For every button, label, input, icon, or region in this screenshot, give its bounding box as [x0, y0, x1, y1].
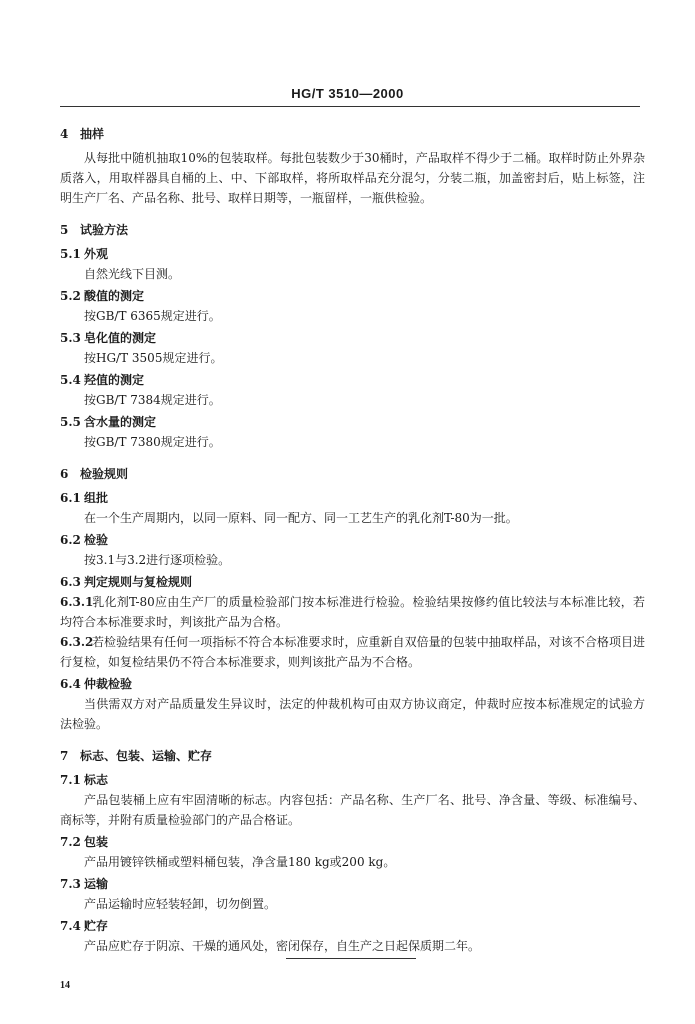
section-title: 检验规则 — [80, 467, 129, 481]
clause-7-1-heading — [60, 770, 645, 790]
clause-7-4-heading — [60, 916, 645, 936]
section-4-heading — [60, 124, 645, 144]
clause-number: 7.2 — [60, 835, 81, 849]
clause-title: 仲裁检验 — [84, 677, 133, 691]
clause-title: 贮存 — [84, 919, 109, 933]
clause-number: 6.3 — [60, 575, 81, 589]
clause-6-3-1 — [60, 592, 645, 632]
clause-text: 乳化剂T-80应由生产厂的质量检验部门按本标准进行检验。检验结果按修约值比较法与本标准比较，若均符合本标准要求时，判该批产品为合格。 — [60, 595, 645, 629]
clause-6-4-text: 当供需双方对产品质量发生异议时，法定的仲裁机构可由双方协议商定，仲裁时应按本标准规定的试验方法检验。 — [60, 697, 645, 731]
clause-6-1-text: 在一个生产周期内，以同一原料、同一配方、同一工艺生产的乳化剂T-80为一批。 — [84, 511, 518, 525]
clause-number: 7.3 — [60, 877, 81, 891]
clause-7-2-text: 产品用镀锌铁桶或塑料桶包装，净含量180 kg或200 kg。 — [84, 855, 396, 869]
clause-number: 5.4 — [60, 373, 81, 387]
clause-title: 酸值的测定 — [84, 289, 145, 303]
clause-number: 5.2 — [60, 289, 81, 303]
clause-7-1-text: 产品包装桶上应有牢固清晰的标志。内容包括：产品名称、生产厂名、批号、净含量、等级、标准编号、商标等，并附有质量检验部门的产品合格证。 — [60, 793, 645, 827]
clause-5-3-heading — [60, 328, 645, 348]
clause-number: 6.4 — [60, 677, 81, 691]
clause-number: 5.1 — [60, 247, 81, 261]
clause-7-4-text: 产品应贮存于阴凉、干燥的通风处，密闭保存，自生产之日起保质期二年。 — [84, 939, 481, 953]
clause-5-3-text: 按HG/T 3505规定进行。 — [84, 351, 223, 365]
clause-5-1-heading — [60, 244, 645, 264]
clause-6-3-heading — [60, 572, 645, 592]
clause-title: 检验 — [84, 533, 109, 547]
section-title: 标志、包装、运输、贮存 — [80, 749, 213, 763]
clause-number: 7.1 — [60, 773, 81, 787]
clause-title: 皂化值的测定 — [84, 331, 157, 345]
clause-title: 组批 — [84, 491, 109, 505]
section-title: 抽样 — [80, 127, 105, 141]
clause-6-4-heading — [60, 674, 645, 694]
clause-title: 标志 — [84, 773, 109, 787]
clause-title: 判定规则与复检规则 — [84, 575, 193, 589]
clause-6-2-text: 按3.1与3.2进行逐项检验。 — [84, 553, 231, 567]
clause-number: 5.3 — [60, 331, 81, 345]
clause-5-4-heading — [60, 370, 645, 390]
clause-number: 6.3.2 — [60, 635, 94, 649]
clause-title: 外观 — [84, 247, 109, 261]
clause-number: 6.1 — [60, 491, 81, 505]
section-number: 4 — [60, 127, 69, 141]
section-5-heading — [60, 220, 645, 240]
section-7-heading — [60, 746, 645, 766]
clause-5-2-heading — [60, 286, 645, 306]
clause-5-1-text: 自然光线下目测。 — [84, 267, 181, 281]
clause-number: 7.4 — [60, 919, 81, 933]
clause-5-5-heading — [60, 412, 645, 432]
end-rule — [286, 958, 416, 959]
clause-6-1-heading — [60, 488, 645, 508]
document-body — [60, 124, 645, 956]
clause-title: 包装 — [84, 835, 109, 849]
page-number: 14 — [60, 980, 70, 991]
clause-title: 运输 — [84, 877, 109, 891]
section-number: 7 — [60, 749, 69, 763]
clause-7-2-heading — [60, 832, 645, 852]
clause-5-2-text: 按GB/T 6365规定进行。 — [84, 309, 221, 323]
section-number: 6 — [60, 467, 69, 481]
header-rule — [60, 106, 640, 107]
section-number: 5 — [60, 223, 69, 237]
clause-5-4-text: 按GB/T 7384规定进行。 — [84, 393, 221, 407]
standard-code: HG/T 3510—2000 — [291, 86, 404, 101]
clause-5-5-text: 按GB/T 7380规定进行。 — [84, 435, 221, 449]
clause-title: 含水量的测定 — [84, 415, 157, 429]
section-4-text: 从每批中随机抽取10%的包装取样。每批包装数少于30桶时，产品取样不得少于二桶。取样时防止外界杂质落入，用取样器具自桶的上、中、下部取样，将所取样品充分混匀，分装二瓶，加盖密封后，贴上标签，注明生产厂名、产品名称、批号、取样日期等，一瓶留样，一瓶供检验。 — [60, 151, 645, 205]
clause-6-3-2 — [60, 632, 645, 672]
section-title: 试验方法 — [80, 223, 129, 237]
clause-title: 羟值的测定 — [84, 373, 145, 387]
section-6-heading — [60, 464, 645, 484]
clause-number: 6.2 — [60, 533, 81, 547]
clause-7-3-text: 产品运输时应轻装轻卸，切勿倒置。 — [84, 897, 277, 911]
clause-text: 若检验结果有任何一项指标不符合本标准要求时，应重新自双倍量的包装中抽取样品，对该不合格项目进行复检，如复检结果仍不符合本标准要求，则判该批产品为不合格。 — [60, 635, 645, 669]
clause-number: 6.3.1 — [60, 595, 94, 609]
clause-number: 5.5 — [60, 415, 81, 429]
clause-7-3-heading — [60, 874, 645, 894]
clause-6-2-heading — [60, 530, 645, 550]
